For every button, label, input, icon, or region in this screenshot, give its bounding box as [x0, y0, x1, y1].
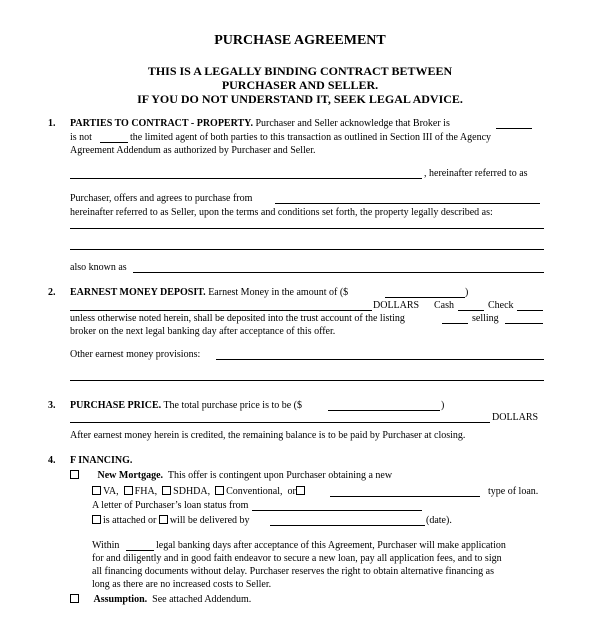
- conventional-checkbox[interactable]: [215, 486, 224, 495]
- fha-label: FHA,: [134, 486, 158, 497]
- section-1-line-2: the limited agent of both parties to this transaction as outlined in Section III of the Agency: [130, 132, 492, 143]
- banking-days-blank[interactable]: [126, 550, 154, 551]
- hereinafter-label: , hereinafter referred to as: [424, 168, 528, 179]
- section-1-line-3: Agreement Addendum as authorized by Purchaser and Seller.: [70, 145, 316, 156]
- price-dollars-label: DOLLARS: [492, 412, 539, 423]
- financing-para-line-3: all financing documents without delay. Purchaser reserves the right to obtain alternative financing as: [92, 566, 495, 577]
- section-3-line-3: After earnest money herein is credited, the remaining balance is to be paid by Purchaser at closing.: [70, 430, 466, 441]
- earnest-dollars-label: DOLLARS: [373, 300, 420, 311]
- also-known-label: also known as: [70, 262, 127, 273]
- broker-is-blank[interactable]: [496, 128, 532, 129]
- notice-line-1: THIS IS A LEGALLY BINDING CONTRACT BETWEEN: [147, 64, 453, 78]
- financing-para-line-4: long as there are no increased costs to Seller.: [92, 579, 272, 590]
- earnest-close-paren: ): [465, 287, 469, 298]
- within-label: Within: [92, 540, 120, 551]
- financing-para-line-2: for and diligently and in good faith endeavor to secure a new loan, pay all application fees, and to sign: [92, 553, 502, 564]
- assumption-row: [70, 594, 251, 606]
- section-1-heading: PARTIES TO CONTRACT - PROPERTY.: [70, 118, 253, 129]
- section-3-heading: PURCHASE PRICE.: [70, 400, 162, 411]
- assumption-checkbox[interactable]: [70, 594, 79, 603]
- fha-checkbox[interactable]: [124, 486, 133, 495]
- loan-type-row: [92, 486, 307, 498]
- price-close-paren: ): [441, 400, 445, 411]
- delivered-label: will be delivered by: [169, 515, 250, 526]
- assumption-label: Assumption.: [93, 594, 148, 605]
- other-provisions-blank[interactable]: [216, 359, 544, 360]
- legal-description-line-2[interactable]: [70, 249, 544, 250]
- section-3-line-1: PURCHASE PRICE. The total purchase price is to be ($: [70, 400, 303, 411]
- earnest-words-blank[interactable]: [70, 310, 372, 311]
- section-1-line-1: PARTIES TO CONTRACT - PROPERTY. Purchaser and Seller acknowledge that Broker is: [70, 118, 450, 129]
- conventional-label: Conventional,: [226, 486, 283, 497]
- selling-blank[interactable]: [505, 323, 543, 324]
- financing-para-line-1: legal banking days after acceptance of this Agreement, Purchaser will make application: [156, 540, 506, 551]
- seller-line: hereinafter referred to as Seller, upon the terms and conditions set forth, the property legally described as:: [70, 207, 493, 218]
- loan-status-label: A letter of Purchaser’s loan status from: [92, 500, 249, 511]
- other-loan-type-blank[interactable]: [330, 496, 480, 497]
- check-blank[interactable]: [517, 310, 543, 311]
- section-3-number: 3.: [48, 400, 56, 411]
- attached-checkbox[interactable]: [92, 515, 101, 524]
- listing-blank[interactable]: [442, 323, 468, 324]
- delivery-date-blank[interactable]: [270, 525, 425, 526]
- purchaser-offers-label: Purchaser, offers and agrees to purchase from: [70, 193, 253, 204]
- section-2-line-4: broker on the next legal banking day after acceptance of this offer.: [70, 326, 336, 337]
- new-mortgage-text: This offer is contingent upon Purchaser obtaining a new: [167, 470, 393, 481]
- date-label: (date).: [426, 515, 452, 526]
- section-4-heading: F INANCING.: [70, 455, 133, 466]
- new-mortgage-row: [70, 470, 392, 482]
- other-loan-checkbox[interactable]: [296, 486, 305, 495]
- sdhda-label: SDHDA,: [173, 486, 211, 497]
- new-mortgage-label: New Mortgage.: [97, 470, 164, 481]
- other-provisions-label: Other earnest money provisions:: [70, 349, 201, 360]
- legal-description-line-1[interactable]: [70, 228, 544, 229]
- section-1-number: 1.: [48, 118, 56, 129]
- is-not-label: is not: [70, 132, 92, 143]
- notice-line-2: PURCHASER AND SELLER.: [221, 78, 379, 92]
- notice-line-3: IF YOU DO NOT UNDERSTAND IT, SEEK LEGAL ADVICE.: [137, 92, 463, 106]
- delivered-checkbox[interactable]: [159, 515, 168, 524]
- cash-label: Cash: [434, 300, 454, 311]
- assumption-text: See attached Addendum.: [152, 594, 252, 605]
- loan-status-from-blank[interactable]: [252, 510, 422, 511]
- va-checkbox[interactable]: [92, 486, 101, 495]
- sdhda-checkbox[interactable]: [162, 486, 171, 495]
- price-amount-blank[interactable]: [328, 410, 440, 411]
- letter-delivery-row: [92, 515, 250, 527]
- section-2-number: 2.: [48, 287, 56, 298]
- other-provisions-line-2[interactable]: [70, 380, 544, 381]
- selling-label: selling: [472, 313, 499, 324]
- earnest-amount-blank[interactable]: [385, 297, 465, 298]
- section-4-number: 4.: [48, 455, 56, 466]
- cash-blank[interactable]: [458, 310, 484, 311]
- or-label: or: [287, 486, 296, 497]
- section-2-line-3: unless otherwise noted herein, shall be deposited into the trust account of the listing: [70, 313, 405, 324]
- page-title: PURCHASE AGREEMENT: [214, 33, 386, 48]
- price-words-blank[interactable]: [70, 422, 490, 423]
- new-mortgage-checkbox[interactable]: [70, 470, 79, 479]
- seller-name-blank[interactable]: [275, 203, 540, 204]
- also-known-blank[interactable]: [133, 272, 544, 273]
- purchaser-name-blank[interactable]: [70, 178, 422, 179]
- attached-label: is attached or: [103, 515, 157, 526]
- type-of-loan-label: type of loan.: [488, 486, 539, 497]
- section-2-heading: EARNEST MONEY DEPOSIT.: [70, 287, 206, 298]
- va-label: VA,: [103, 486, 119, 497]
- check-label: Check: [488, 300, 514, 311]
- is-not-blank[interactable]: [100, 142, 128, 143]
- section-2-line-1: EARNEST MONEY DEPOSIT. Earnest Money in the amount of ($: [70, 287, 349, 298]
